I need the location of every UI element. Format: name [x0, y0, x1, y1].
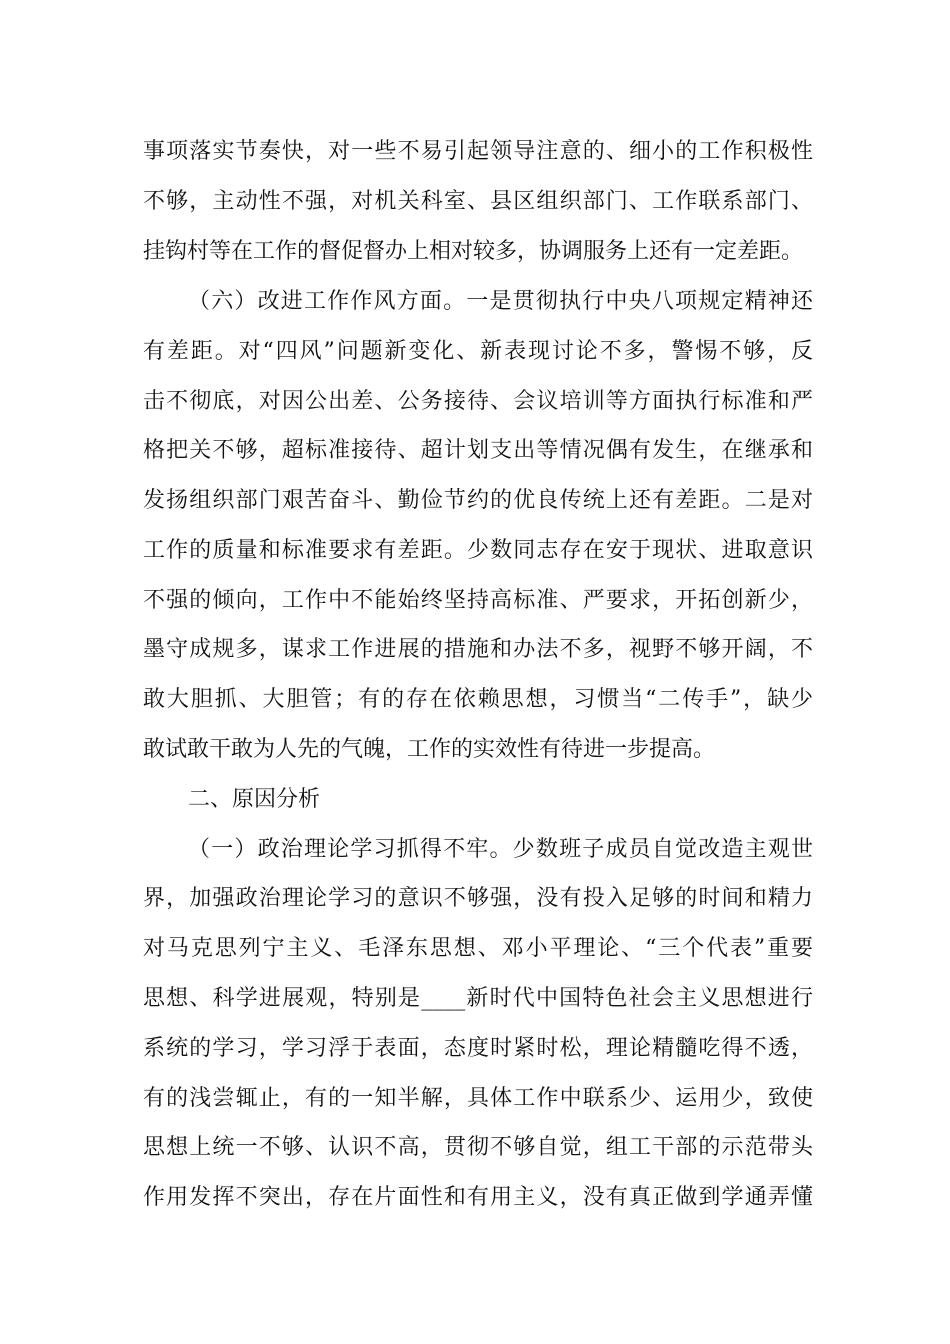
text-line: 不够，主动性不强，对机关科室、县区组织部门、工作联系部门、 — [143, 189, 813, 214]
text-line: （一）政治理论学习抓得不牢。少数班子成员自觉改造主观世 — [188, 837, 813, 862]
text-line: 敢试敢干敢为人先的气魄，工作的实效性有待进一步提高。 — [143, 737, 716, 762]
text-line: 敢大胆抓、大胆管；有的存在依赖思想，习惯当“二传手”，缺少 — [143, 687, 813, 712]
text-line: 墨守成规多，谋求工作进展的措施和办法不多，视野不够开阔，不 — [143, 637, 813, 662]
text-line: 挂钩村等在工作的督促督办上相对较多，协调服务上还有一定差距。 — [143, 239, 804, 264]
text-line: 格把关不够，超标准接待、超计划支出等情况偶有发生，在继承和 — [143, 438, 813, 463]
text-line: 发扬组织部门艰苦奋斗、勤俭节约的优良传统上还有差距。二是对 — [143, 488, 813, 513]
text-line: 作用发挥不突出，存在片面性和有用主义，没有真正做到学通弄懂 — [143, 1185, 813, 1210]
text-line: 不强的倾向，工作中不能始终坚持高标准、严要求，开拓创新少， — [143, 588, 813, 613]
section-heading: 二、原因分析 — [188, 787, 321, 812]
text-line: 思想、科学进展观，特别是____新时代中国特色社会主义思想进行 — [143, 986, 813, 1011]
text-line: 系统的学习，学习浮于表面，态度时紧时松，理论精髓吃得不透， — [143, 1036, 813, 1061]
text-line: 对马克思列宁主义、毛泽东思想、邓小平理论、“三个代表”重要 — [143, 936, 813, 961]
text-line: 击不彻底，对因公出差、公务接待、会议培训等方面执行标准和严 — [143, 389, 813, 414]
text-line: 思想上统一不够、认识不高，贯彻不够自觉，组工干部的示范带头 — [143, 1135, 813, 1160]
text-line: 事项落实节奏快，对一些不易引起领导注意的、细小的工作积极性 — [143, 139, 813, 164]
text-line: 有差距。对“四风”问题新变化、新表现讨论不多，警惕不够，反 — [143, 339, 813, 364]
text-line: （六）改进工作作风方面。一是贯彻执行中央八项规定精神还 — [188, 289, 813, 314]
text-line: 界，加强政治理论学习的意识不够强，没有投入足够的时间和精力 — [143, 886, 813, 911]
text-line: 有的浅尝辄止，有的一知半解，具体工作中联系少、运用少，致使 — [143, 1086, 813, 1111]
text-line: 工作的质量和标准要求有差距。少数同志存在安于现状、进取意识 — [143, 538, 813, 563]
